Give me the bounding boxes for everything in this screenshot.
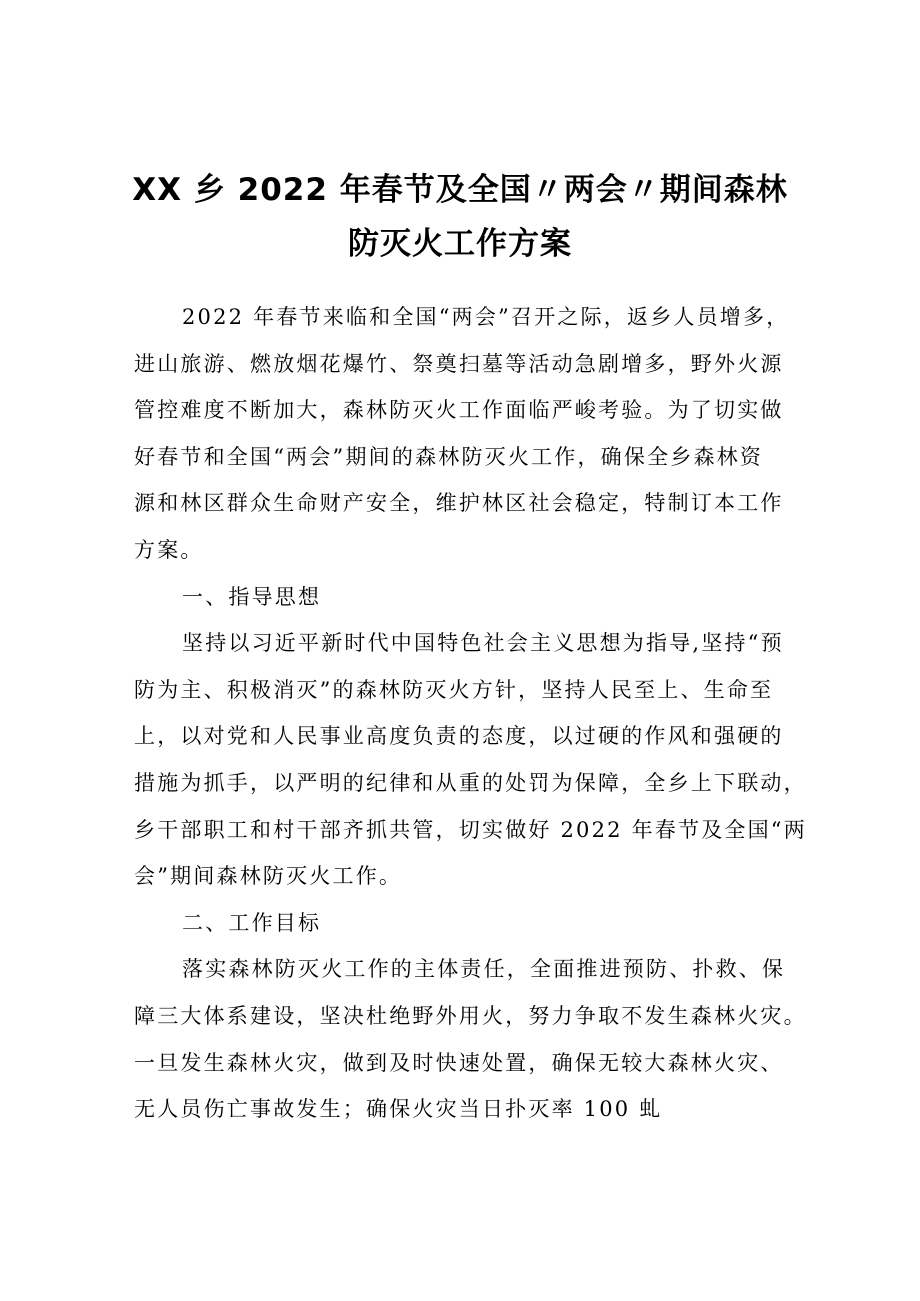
paragraph-goals-line-3: 一旦发生森林火灾，做到及时快速处置，确保无较大森林火灾、 [134,1050,784,1075]
section-heading-work-goals: 二、工作目标 [182,910,322,935]
paragraph-goals-line-2: 障三大体系建设，坚决杜绝野外用火，努力争取不发生森林火灾。 [134,1003,807,1028]
paragraph-intro-line-4: 好春节和全国“两会”期间的森林防灭火工作，确保全乡森林资 [134,444,764,469]
paragraph-intro-line-3: 管控难度不断加大，森林防灭火工作面临严峻考验。为了切实做 [134,398,784,423]
paragraph-goals-line-4: 无人员伤亡事故发生；确保火灾当日扑灭率 100 虬 [134,1097,663,1122]
document-title-line-2: 防灭火工作方案 [348,226,572,262]
paragraph-ideology-line-4: 措施为抓手，以严明的纪律和从重的处罚为保障，全乡上下联动， [134,770,807,795]
paragraph-goals-line-1: 落实森林防灭火工作的主体责任，全面推进预防、扑救、保 [182,957,786,982]
paragraph-ideology-line-2: 防为主、积极消灭”的森林防灭火方针，坚持人民至上、生命至 [134,677,774,702]
paragraph-ideology-line-1: 坚持以习近平新时代中国特色社会主义思想为指导,坚持“预 [182,631,784,656]
paragraph-ideology-line-6: 会”期间森林防灭火工作。 [134,864,403,889]
paragraph-intro-line-6: 方案。 [134,537,204,562]
document-body [134,294,810,1133]
paragraph-intro-line-1: 2022 年春节来临和全国“两会”召开之际，返乡人员增多， [182,305,790,329]
paragraph-ideology-line-3: 上，以对党和人民事业高度负责的态度，以过硬的作风和强硬的 [134,724,784,749]
section-heading-guiding-ideology: 一、指导思想 [182,584,322,609]
paragraph-ideology-line-5: 乡干部职工和村干部齐抓共管，切实做好 2022 年春节及全国“两 [134,817,807,842]
paragraph-intro-line-5: 源和林区群众生命财产安全，维护林区社会稳定，特制订本工作 [134,491,784,516]
document-title-line-1: XX 乡 2022 年春节及全国〃两会〃期间森林 [132,172,788,208]
paragraph-intro-line-2: 进山旅游、燃放烟花爆竹、祭奠扫墓等活动急剧增多，野外火源 [134,351,784,376]
